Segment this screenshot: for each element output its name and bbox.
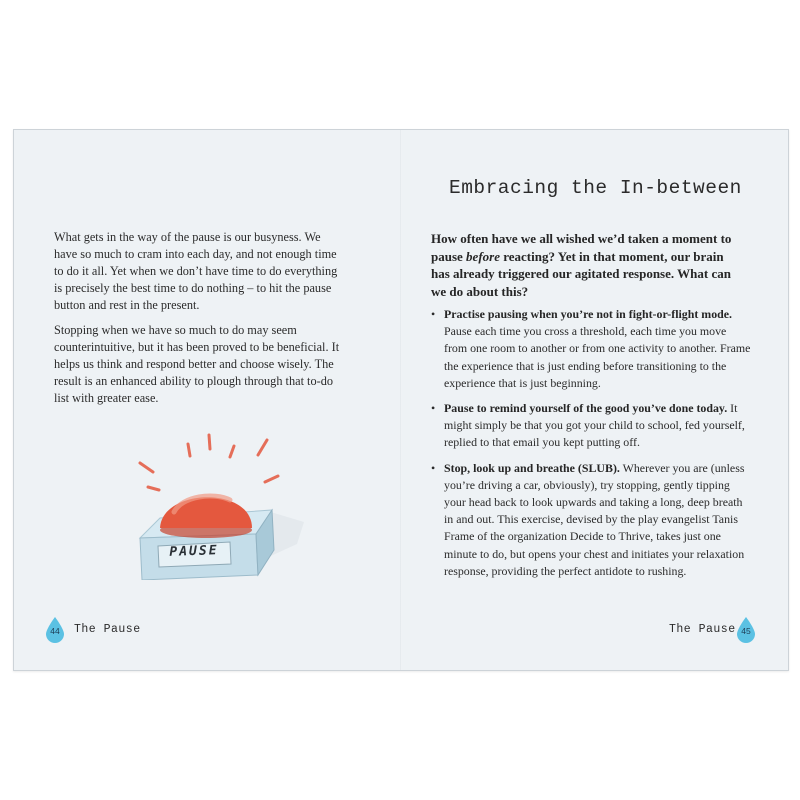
page-title: Embracing the In-between: [449, 177, 742, 199]
bullet-icon: •: [431, 401, 436, 416]
list-item: [431, 400, 751, 452]
list-item: [431, 460, 751, 580]
left-paragraph-2: Stopping when we have so much to do may seem counterintuitive, but it has been proved to be beneficial. It helps us think and respond better and choose wisely. The result is an enhanced ability to plough through that to-do list with greater ease.: [54, 323, 340, 405]
left-paragraph-1: What gets in the way of the pause is our busyness. We have so much to cram into each day, and not enough time to do it all. Yet when we don’t have time to do everything is precisely the best time to do nothing – to hit the pause button and rest in the present.: [54, 230, 338, 312]
list-item-heading: Practise pausing when you’re not in fight-or-flight mode.: [444, 307, 733, 321]
left-book-title: The Pause: [74, 623, 141, 636]
book-spread: [13, 129, 789, 671]
bullet-icon: •: [431, 460, 436, 475]
intro-emphasis: before: [466, 248, 500, 264]
pause-label: PAUSE: [169, 543, 219, 560]
list-item-text: It might simply be that you got your child to school, fed yourself, replied to that email you kept putting off.: [444, 401, 745, 450]
list-item-heading: Pause to remind yourself of the good you’ve done today.: [444, 401, 728, 416]
pause-button-illustration: [134, 430, 314, 580]
intro-text-end: reacting? Yet in that moment, our brain has already triggered our agitated response. What can we do about this?: [431, 248, 731, 299]
intro-text-start: How often have we all wished we’d taken a moment to pause: [431, 231, 732, 264]
list-item: [431, 306, 751, 392]
right-book-title: The Pause: [669, 623, 736, 636]
list-item-heading: Stop, look up and breathe (SLUB).: [444, 460, 620, 475]
tips-list: [431, 306, 751, 588]
left-page-body: [54, 229, 344, 415]
intro-paragraph: [431, 230, 741, 300]
bullet-icon: •: [431, 307, 436, 321]
list-item-text: Wherever you are (unless you’re driving a car, obviously), try stopping, gently tipping your head back to look upwards and taking a long, deep breath in and out. This exercise, devised by the play evangelist Tanis Frame of the organization Decide to Thrive, takes just one minute to do, but opens your chest and initiates your relaxation response, providing the perfect antidote to rushing.: [444, 460, 745, 578]
left-page-number: 44: [50, 626, 60, 636]
right-page-number: 45: [741, 626, 751, 636]
left-folio: [44, 616, 184, 644]
page-gutter: [400, 130, 402, 670]
list-item-text: Pause each time you cross a threshold, each time you move from one room to another or from one activity to another. Frame the experience that is just ending before transitioning to the experience that is just beginning.: [444, 324, 751, 390]
right-folio: [654, 616, 764, 644]
